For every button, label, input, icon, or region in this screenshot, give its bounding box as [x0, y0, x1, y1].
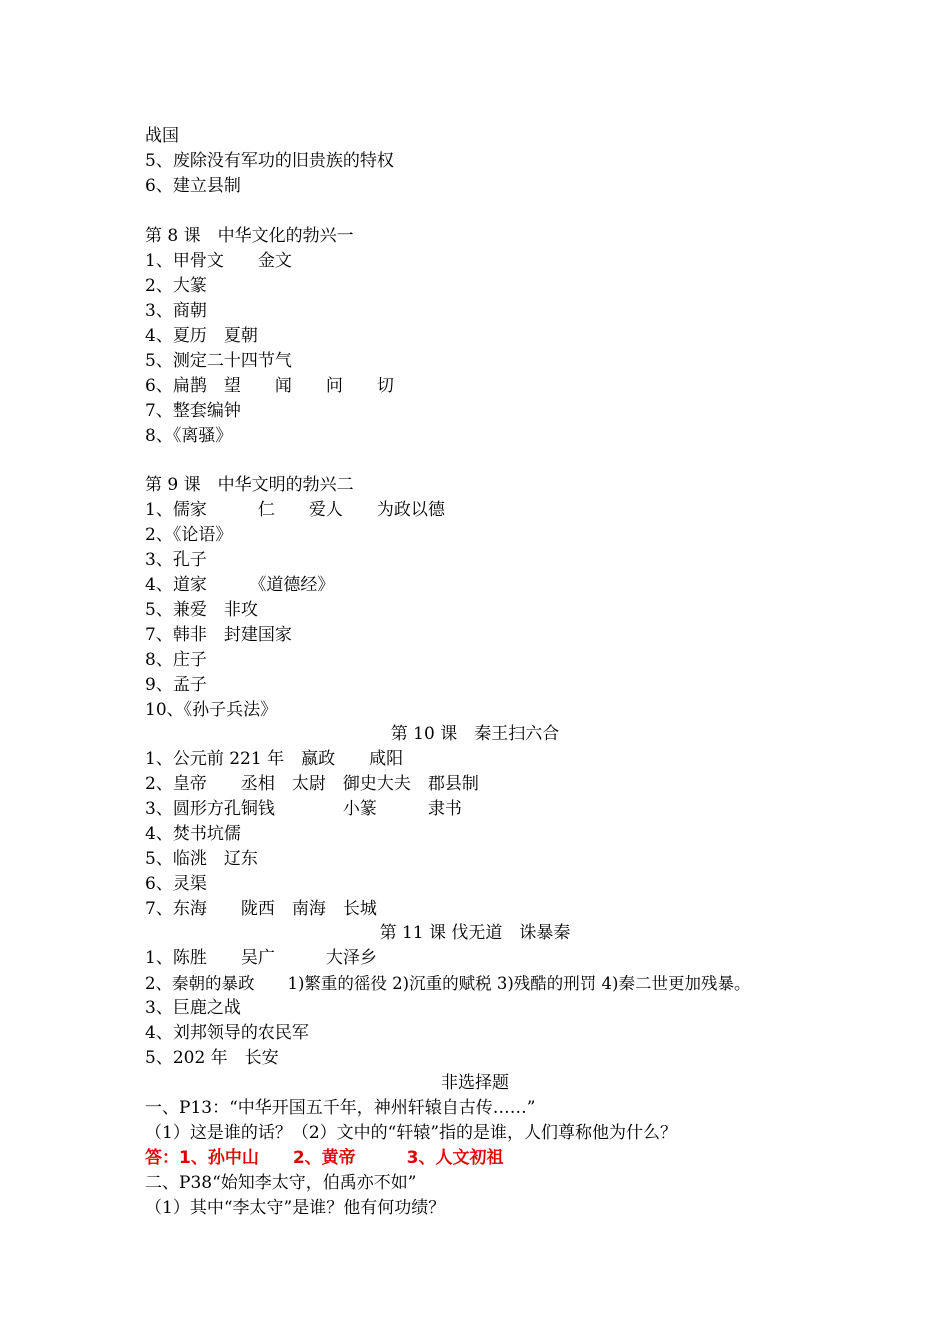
- text-line: 4、道家 《道德经》: [145, 575, 335, 595]
- text-line: 5、废除没有军功的旧贵族的特权: [145, 151, 394, 171]
- text-line: 战国: [145, 126, 179, 146]
- lesson-heading: 第 10 课 秦王扫六合: [390, 724, 560, 744]
- text-line: 2、大篆: [145, 276, 207, 296]
- text-line: 4、刘邦领导的农民军: [145, 1023, 309, 1043]
- text-line: 4、焚书坑儒: [145, 824, 241, 844]
- answer-text: 答：1、孙中山 2、黄帝 3、人文初祖: [145, 1148, 504, 1168]
- text-line: 8、《离骚》: [145, 426, 233, 446]
- text-line: 4、夏历 夏朝: [145, 326, 258, 346]
- question-text: 一、P13：“中华开国五千年，神州轩辕自古传……”: [145, 1098, 536, 1118]
- text-line: 3、商朝: [145, 301, 207, 321]
- text-line: 6、建立县制: [145, 176, 241, 196]
- lesson-heading: 第 8 课 中华文化的勃兴一: [145, 226, 354, 246]
- text-line: 2、皇帝 丞相 太尉 御史大夫 郡县制: [145, 774, 479, 794]
- text-line: 3、巨鹿之战: [145, 998, 241, 1018]
- text-line: 6、扁鹊 望 闻 问 切: [145, 376, 394, 396]
- question-text: （1）这是谁的话？（2）文中的“轩辕”指的是谁，人们尊称他为什么？: [145, 1123, 678, 1143]
- text-line: 1、儒家 仁 爱人 为政以德: [145, 500, 445, 520]
- text-line: 7、韩非 封建国家: [145, 625, 292, 645]
- text-line: 5、兼爱 非攻: [145, 600, 258, 620]
- text-line: 1、陈胜 吴广 大泽乡: [145, 948, 377, 968]
- text-line: 1、公元前 221 年 嬴政 咸阳: [145, 749, 404, 769]
- text-line: 5、测定二十四节气: [145, 351, 292, 371]
- question-text: 二、P38“始知李太守，伯禹亦不如”: [145, 1173, 417, 1193]
- text-line: 2、《论语》: [145, 525, 233, 545]
- question-text: （1）其中“李太守”是谁？他有何功绩？: [145, 1198, 446, 1218]
- text-line: 7、整套编钟: [145, 401, 241, 421]
- lesson-heading: 第 11 课 伐无道 诛暴秦: [379, 923, 571, 943]
- text-line: 3、孔子: [145, 550, 207, 570]
- text-line: 5、临洮 辽东: [145, 849, 258, 869]
- text-line: 9、孟子: [145, 675, 207, 695]
- text-line: 3、圆形方孔铜钱 小篆 隶书: [145, 799, 462, 819]
- text-line: 6、灵渠: [145, 874, 207, 894]
- text-line: 10、《孙子兵法》: [145, 700, 278, 720]
- text-line: 2、秦朝的暴政 1)繁重的徭役 2)沉重的赋税 3)残酷的刑罚 4)秦二世更加残暴。: [145, 974, 751, 993]
- text-line: 8、庄子: [145, 650, 207, 670]
- text-line: 7、东海 陇西 南海 长城: [145, 899, 377, 919]
- section-heading: 非选择题: [441, 1073, 509, 1093]
- lesson-heading: 第 9 课 中华文明的勃兴二: [145, 475, 354, 495]
- text-line: 1、甲骨文 金文: [145, 251, 292, 271]
- text-line: 5、202 年 长安: [145, 1048, 279, 1068]
